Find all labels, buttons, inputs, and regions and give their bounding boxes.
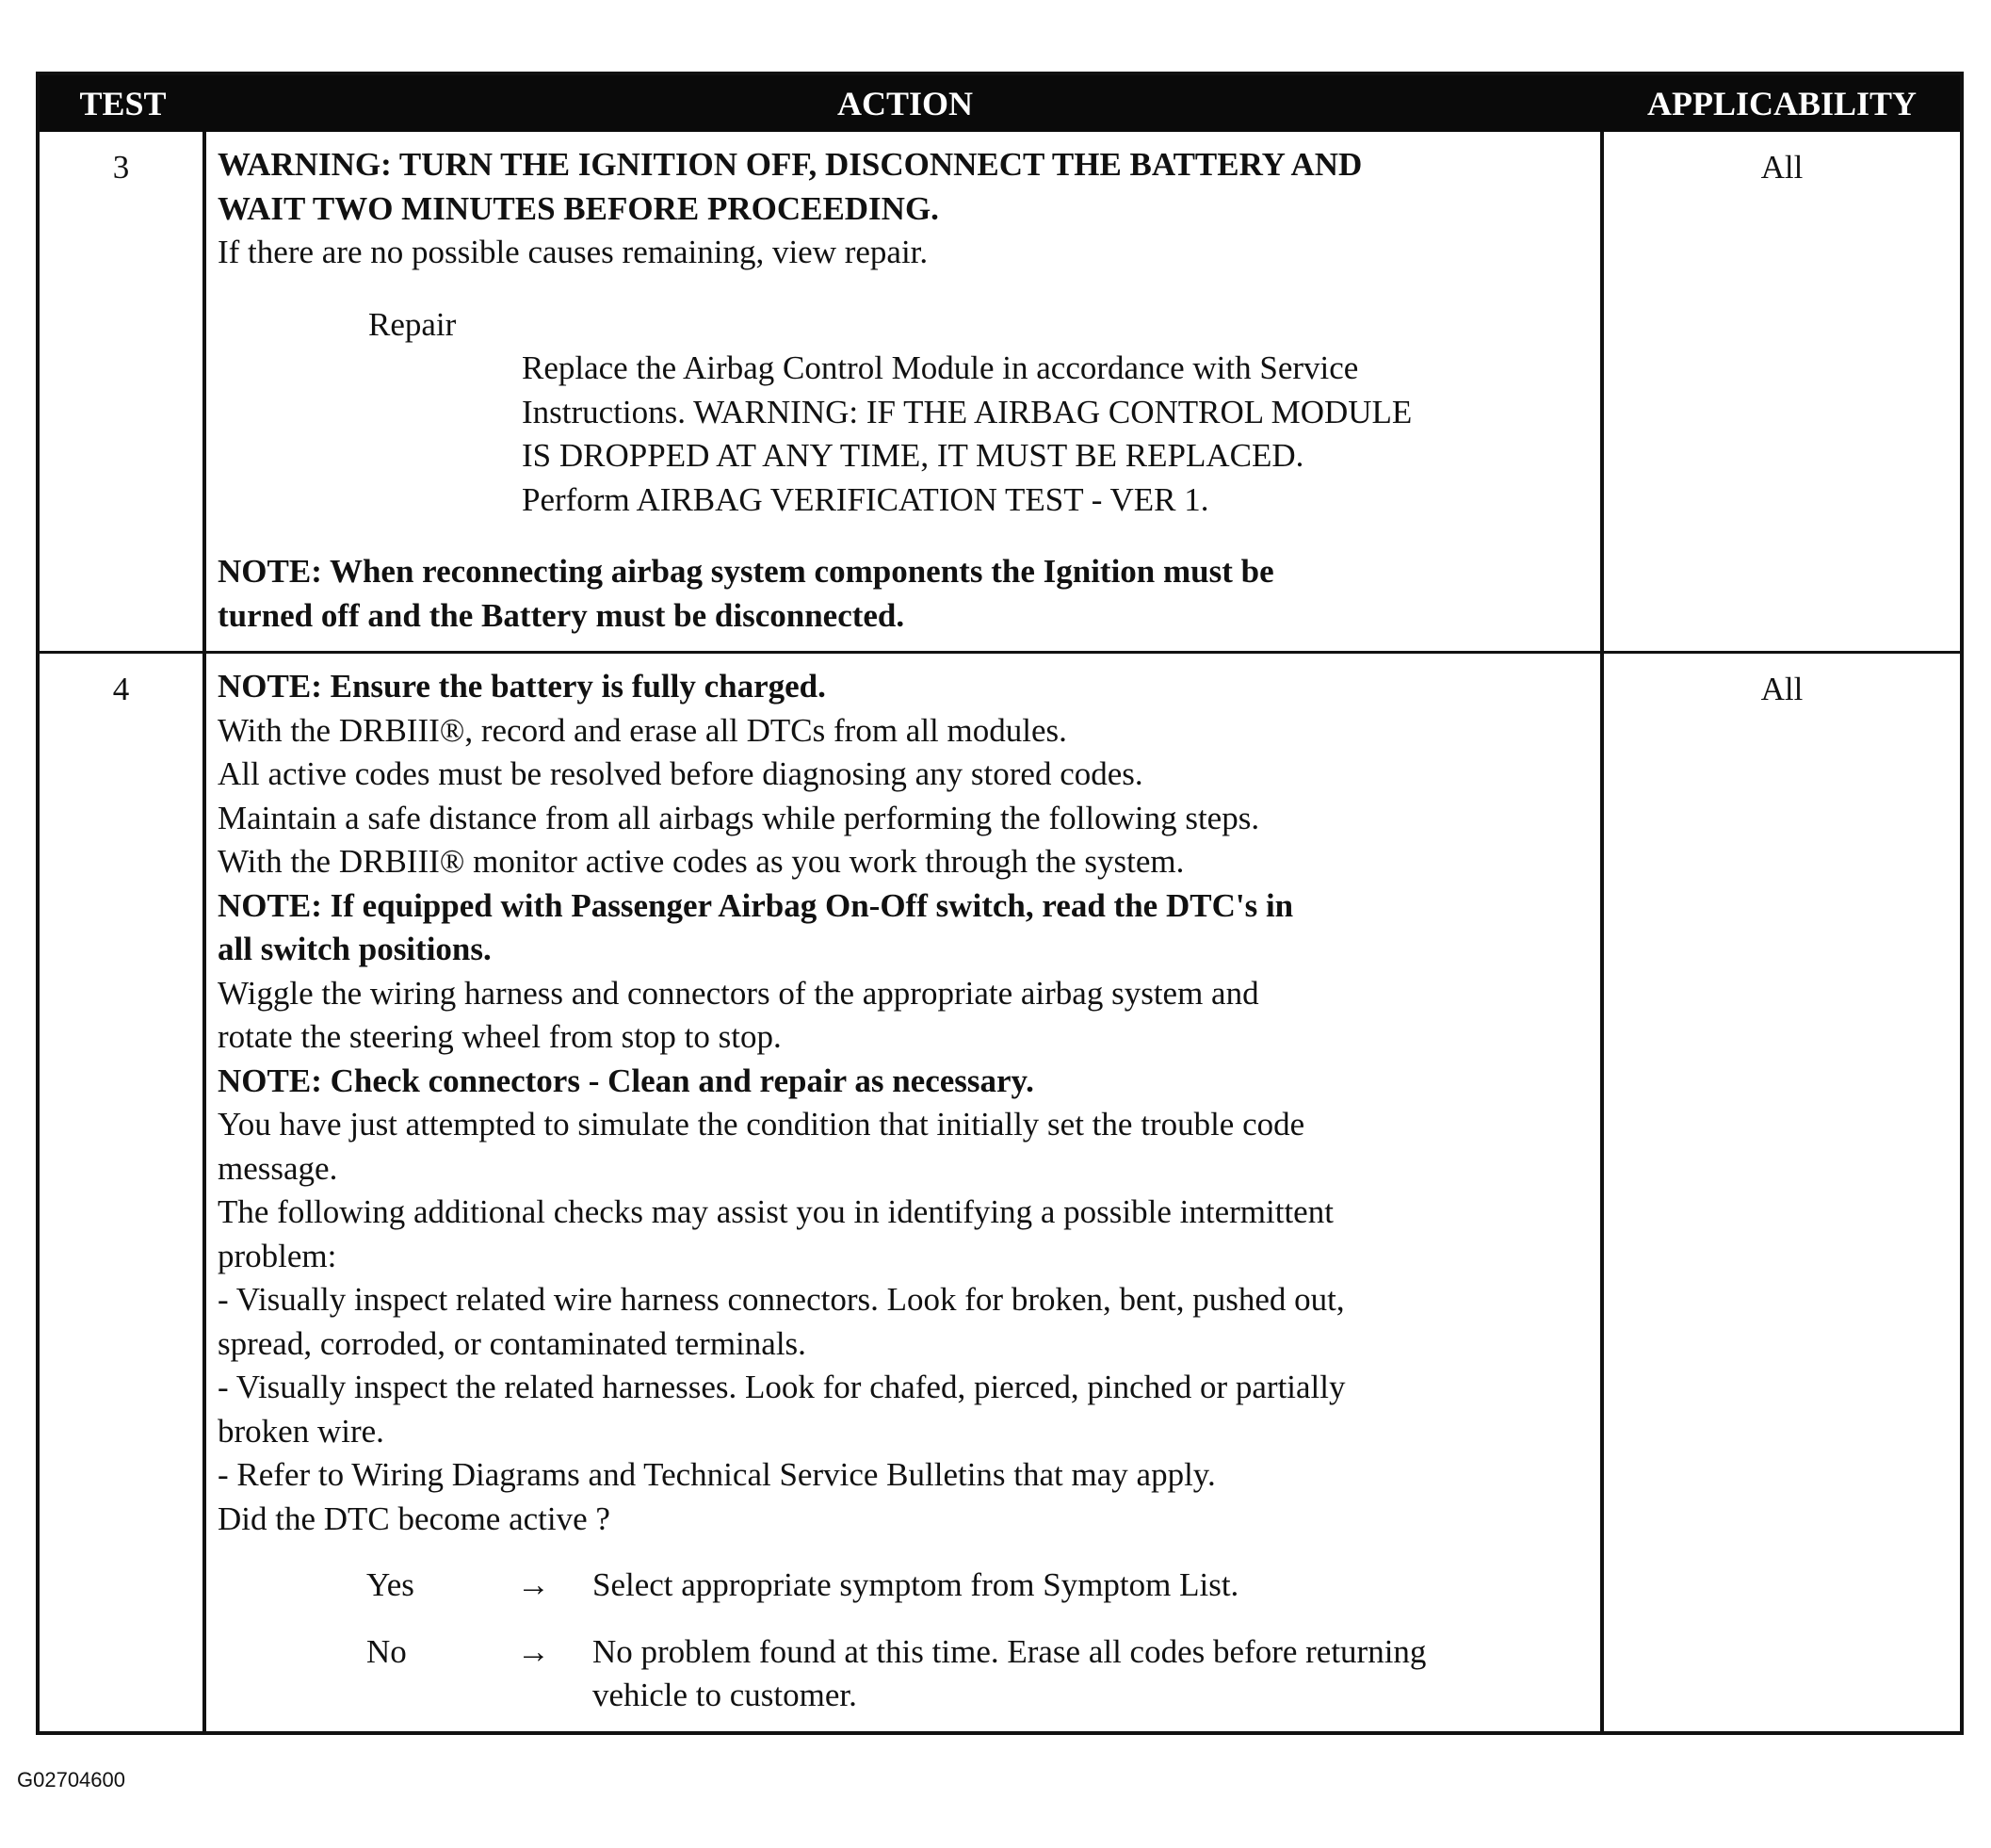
action-cell	[206, 654, 1604, 1731]
action-line: - Visually inspect the related harnesses. Look for chafed, pierced, pinched or partially	[218, 1369, 1346, 1405]
action-line: Maintain a safe distance from all airbags while performing the following steps.	[218, 799, 1260, 836]
action-line: NOTE: Check connectors - Clean and repair as necessary.	[218, 1062, 1034, 1099]
warning-line: WAIT TWO MINUTES BEFORE PROCEEDING.	[218, 189, 939, 227]
action-line: NOTE: If equipped with Passenger Airbag On-Off switch, read the DTC's in	[218, 886, 1294, 924]
repair-line: Replace the Airbag Control Module in accordance with Service	[522, 349, 1359, 386]
header-applicability: APPLICABILITY	[1646, 85, 1918, 122]
action-line: rotate the steering wheel from stop to stop.	[218, 1018, 782, 1055]
no-label: No	[366, 1632, 407, 1670]
no-text	[592, 1630, 1591, 1718]
table-row	[40, 651, 1960, 1731]
arrow-right-icon: →	[517, 1632, 550, 1670]
action-line: The following additional checks may assist you in identifying a possible intermittent	[218, 1193, 1334, 1230]
action-line: Wiggle the wiring harness and connectors of the appropriate airbag system and	[218, 974, 1259, 1012]
action-line: NOTE: Ensure the battery is fully charged.	[218, 668, 826, 705]
test-number: 4	[40, 654, 206, 1731]
action-line: You have just attempted to simulate the condition that initially set the trouble code	[218, 1106, 1305, 1143]
no-text-line: vehicle to customer.	[592, 1677, 857, 1713]
note-line: NOTE: When reconnecting airbag system components the Ignition must be	[218, 553, 1274, 590]
header-action: ACTION	[836, 85, 974, 122]
action-line: problem:	[218, 1237, 337, 1274]
test-number: 3	[40, 132, 206, 651]
action-line: Did the DTC become active ?	[218, 1499, 610, 1537]
note-line: turned off and the Battery must be disconnected.	[218, 596, 905, 634]
spacer	[218, 522, 1591, 550]
arrow-right-icon: →	[517, 1566, 550, 1603]
no-text-line: No problem found at this time. Erase all codes before returning	[592, 1632, 1427, 1670]
action-cell	[206, 132, 1604, 651]
table-header	[40, 75, 1960, 132]
action-line: - Refer to Wiring Diagrams and Technical Service Bulletins that may apply.	[218, 1456, 1216, 1493]
action-line: broken wire.	[218, 1412, 384, 1450]
warning-line: WARNING: TURN THE IGNITION OFF, DISCONNECT THE BATTERY AND	[218, 146, 1363, 183]
yes-label: Yes	[366, 1566, 414, 1603]
action-line: spread, corroded, or contaminated terminals.	[218, 1324, 806, 1362]
action-line: - Visually inspect related wire harness connectors. Look for broken, bent, pushed out,	[218, 1281, 1345, 1318]
action-line: all switch positions.	[218, 931, 492, 967]
diagnostic-table	[36, 72, 1964, 1735]
repair-line: Perform AIRBAG VERIFICATION TEST - VER 1.	[522, 480, 1209, 518]
repair-label: Repair	[368, 305, 457, 343]
answer-yes	[218, 1564, 1591, 1608]
repair-instructions	[218, 347, 1591, 522]
applicability-cell: All	[1760, 149, 1804, 186]
action-line: message.	[218, 1149, 338, 1187]
header-test: TEST	[79, 85, 167, 122]
repair-line: Instructions. WARNING: IF THE AIRBAG CONTROL MODULE	[522, 393, 1413, 430]
action-line: All active codes must be resolved before diagnosing any stored codes.	[218, 755, 1143, 792]
table-row	[40, 132, 1960, 651]
yes-text: Select appropriate symptom from Symptom List.	[592, 1566, 1239, 1603]
action-line: With the DRBIII® monitor active codes as you work through the system.	[218, 843, 1185, 880]
figure-id: G02704600	[17, 1768, 125, 1791]
repair-line: IS DROPPED AT ANY TIME, IT MUST BE REPLACED.	[522, 437, 1304, 474]
action-line: With the DRBIII®, record and erase all DTCs from all modules.	[218, 711, 1067, 749]
applicability-cell: All	[1760, 671, 1804, 707]
answer-no	[218, 1630, 1591, 1718]
intro-text: If there are no possible causes remaining, view repair.	[218, 234, 929, 270]
